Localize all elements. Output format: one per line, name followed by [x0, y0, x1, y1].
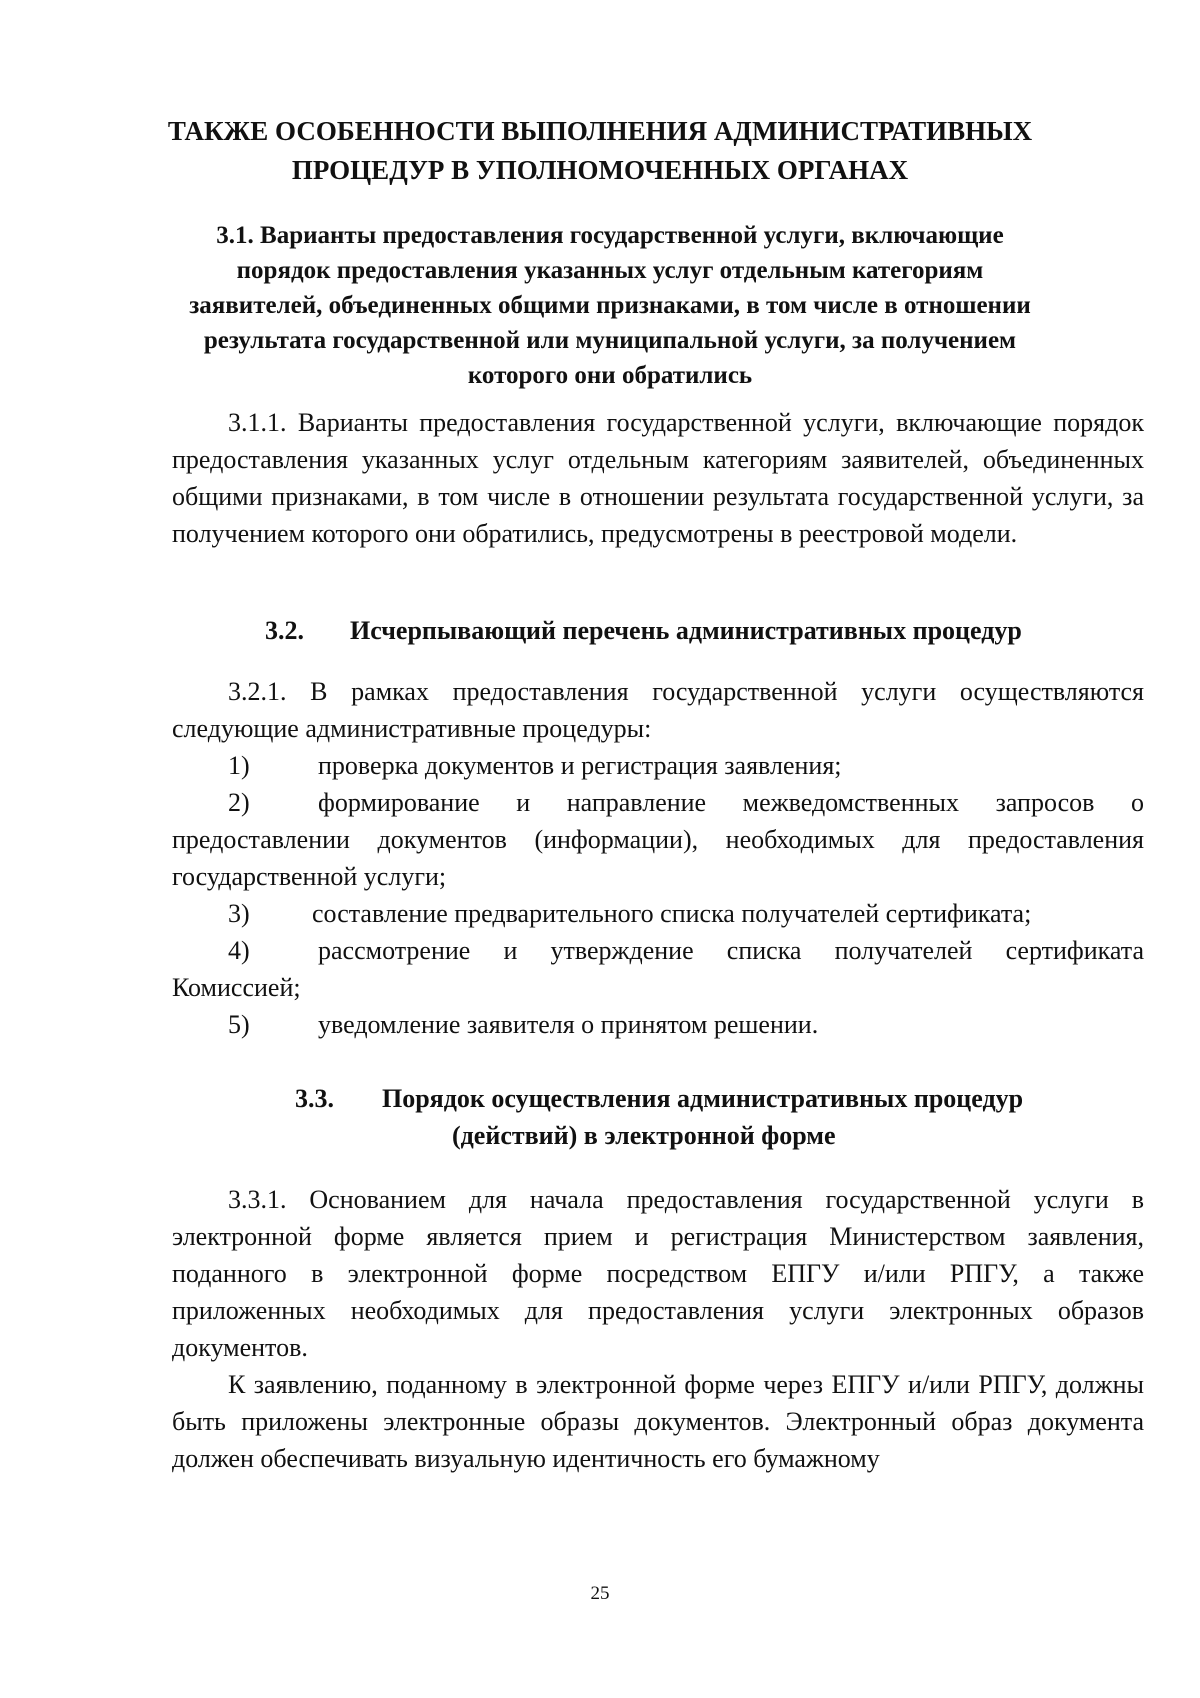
list-item-continuation: Комиссией;	[172, 973, 301, 1002]
list-item-number: 1)	[228, 751, 250, 780]
list-item-text: проверка документов и регистрация заявления;	[318, 751, 842, 780]
section-title-line-2: (действий) в электронной форме	[452, 1121, 836, 1150]
list-item-number: 4)	[228, 936, 250, 965]
paragraph-electronic-images: К заявлению, поданному в электронной форме через ЕПГУ и/или РПГУ, должны быть приложены электронные образы документов. Электронный образ документа должен обеспечивать визуальную идентичность его бумажному	[172, 1370, 1144, 1473]
list-item	[172, 1006, 1144, 1043]
list-item-text: формирование и направление межведомственных запросов о	[318, 788, 1144, 817]
document-title: ТАКЖЕ ОСОБЕННОСТИ ВЫПОЛНЕНИЯ АДМИНИСТРАТИВНЫХ ПРОЦЕДУР В УПОЛНОМОЧЕННЫХ ОРГАНАХ	[167, 116, 1033, 185]
list-item-number: 3)	[228, 899, 250, 928]
section-number: 3.3.	[295, 1084, 334, 1113]
page-number: 25	[590, 1583, 610, 1604]
section-number: 3.2.	[265, 616, 304, 645]
list-item	[172, 932, 1144, 1006]
list-item	[172, 747, 1144, 784]
paragraph-3-1-1: 3.1.1. Варианты предоставления государственной услуги, включающие порядок предоставления указанных услуг отдельным категориям заявителей, объединенных общими признаками, в том числе в отношении результата государственной услуги, за получением которого они обратились, предусмотрены в реестровой модели.	[172, 408, 1144, 548]
section-3-1-heading: 3.1. Варианты предоставления государственной услуги, включающие порядок предоставления указанных услуг отдельным категориям заявителей, объединенных общими признаками, в том числе в отношении результата государственной или муниципальной услуги, за получением которого они обратились	[189, 222, 1031, 389]
paragraph-3-2-1: 3.2.1. В рамках предоставления государственной услуги осуществляются следующие административные процедуры:	[172, 677, 1144, 743]
list-item	[172, 784, 1144, 895]
section-title-line-1: Порядок осуществления административных процедур	[382, 1084, 1024, 1113]
paragraph-3-3-1: 3.3.1. Основанием для начала предоставления государственной услуги в электронной форме является прием и регистрация Министерством заявления, поданного в электронной форме посредством ЕПГУ и/или РПГУ, а также приложенных необходимых для предоставления услуги электронных образов документов.	[172, 1185, 1144, 1362]
section-title: Исчерпывающий перечень административных процедур	[350, 616, 1022, 645]
list-item-text: рассмотрение и утверждение списка получателей сертификата	[318, 936, 1144, 965]
list-item	[172, 895, 1144, 932]
list-item-number: 2)	[228, 788, 250, 817]
list-item-number: 5)	[228, 1010, 250, 1039]
list-item-continuation: предоставлении документов (информации), необходимых для предоставления государственной услуги;	[172, 825, 1144, 891]
list-item-text: составление предварительного списка получателей сертификата;	[312, 899, 1032, 928]
list-item-text: уведомление заявителя о принятом решении.	[318, 1010, 819, 1039]
